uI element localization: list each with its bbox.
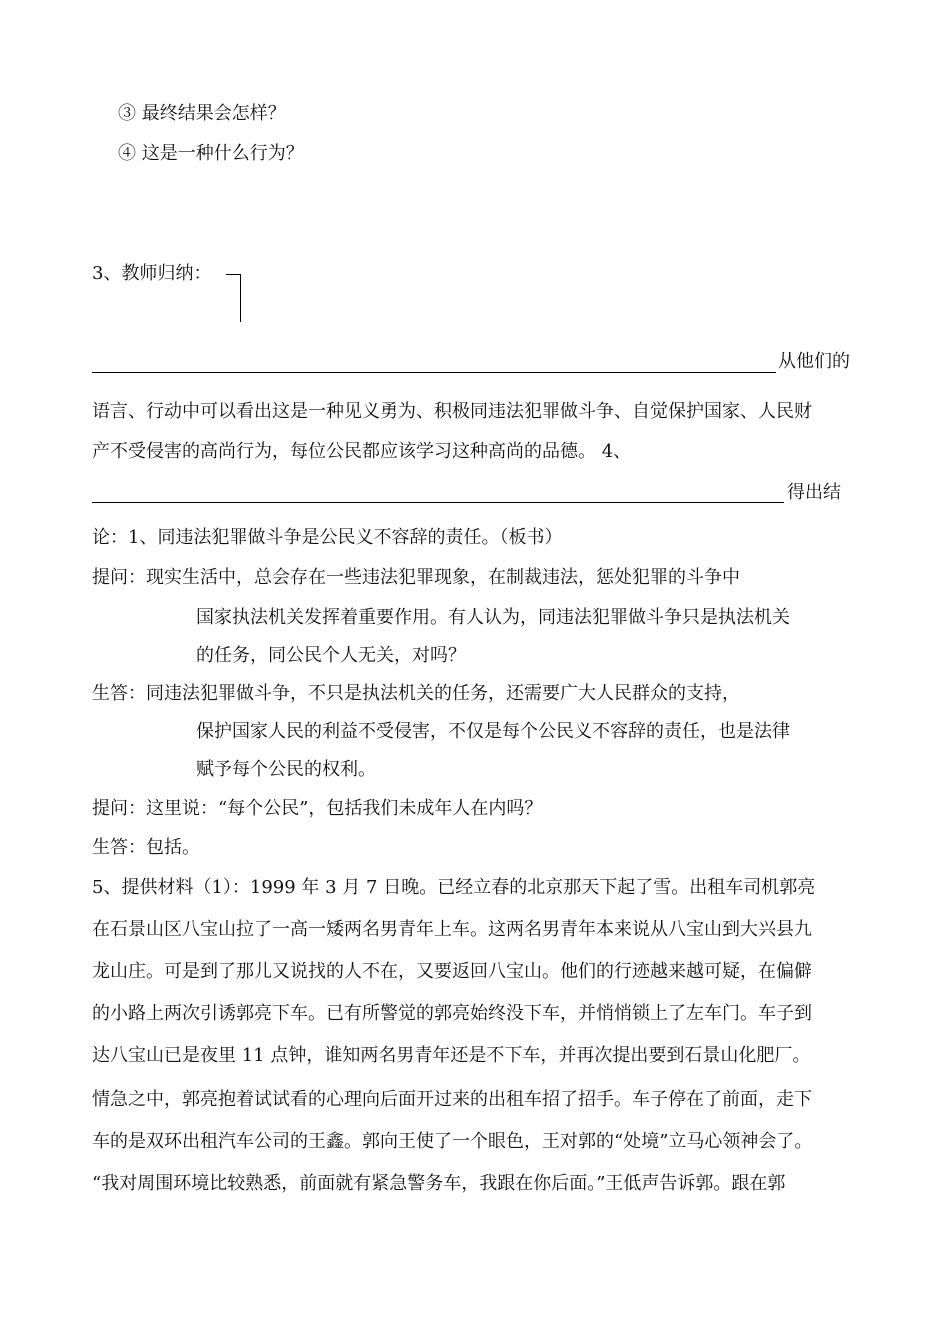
- material-line: 达八宝山已是夜里 11 点钟，谁知两名男青年还是不下车，并再次提出要到石景山化肥厂。: [92, 1045, 811, 1066]
- material-line: 情急之中，郭亮抱着试试看的心理向后面开过来的出租车招了招手。车子停在了前面，走下: [92, 1089, 812, 1110]
- fill-in-blank-line-2: [92, 502, 784, 503]
- material-line: 车的是双环出租汽车公司的王鑫。郭向王使了一个眼色，王对郭的“处境”立马心领神会了。: [92, 1131, 813, 1152]
- material-line: 龙山庄。可是到了那儿又说找的人不在，又要返回八宝山。他们的行迹越来越可疑，在偏僻: [92, 961, 812, 982]
- section-3-tail: 从他们的: [778, 351, 850, 372]
- question-line: 的任务，同公民个人无关，对吗？: [196, 645, 466, 666]
- material-line: 在石景山区八宝山拉了一高一矮两名男青年上车。这两名男青年本来说从八宝山到大兴县九: [92, 919, 812, 940]
- bracket-line-vertical: [240, 274, 241, 322]
- fill-in-blank-line-1: [92, 372, 776, 373]
- answer-line: 保护国家人民的利益不受侵害，不仅是每个公民义不容辞的责任，也是法律: [196, 721, 790, 742]
- question-line: 国家执法机关发挥着重要作用。有人认为，同违法犯罪做斗争只是执法机关: [196, 607, 790, 628]
- paragraph-line: 产不受侵害的高尚行为，每位公民都应该学习这种高尚的品德。 4、: [92, 441, 632, 462]
- bracket-line-top: [226, 274, 240, 275]
- answer-line: 生答：包括。: [92, 837, 200, 858]
- answer-line: 生答：同违法犯罪做斗争，不只是执法机关的任务，还需要广大人民群众的支持，: [92, 683, 740, 704]
- material-line: 5、提供材料（1）：1999 年 3 月 7 日晚。已经立春的北京那天下起了雪。出租车司机郭亮: [92, 877, 816, 898]
- question-line: 提问：这里说：“每个公民”，包括我们未成年人在内吗？: [92, 798, 543, 819]
- question-line: 提问：现实生活中，总会存在一些违法犯罪现象，在制裁违法，惩处犯罪的斗争中: [92, 567, 740, 588]
- question-4: ④ 这是一种什么行为？: [118, 143, 304, 164]
- section-4-tail: 得出结: [787, 482, 841, 503]
- paragraph-line: 语言、行动中可以看出这是一种见义勇为、积极同违法犯罪做斗争、自觉保护国家、人民财: [92, 401, 812, 422]
- conclusion-line: 论：1、同违法犯罪做斗争是公民义不容辞的责任。（板书）: [92, 527, 563, 548]
- answer-line: 赋予每个公民的权利。: [196, 759, 376, 780]
- material-line: “我对周围环境比较熟悉，前面就有紧急警务车，我跟在你后面。”王低声告诉郭。跟在郭: [92, 1173, 786, 1194]
- material-line: 的小路上两次引诱郭亮下车。已有所警觉的郭亮始终没下车，并悄悄锁上了左车门。车子到: [92, 1003, 812, 1024]
- section-3-heading: 3、教师归纳：: [92, 263, 212, 284]
- question-3: ③ 最终结果会怎样？: [118, 103, 286, 124]
